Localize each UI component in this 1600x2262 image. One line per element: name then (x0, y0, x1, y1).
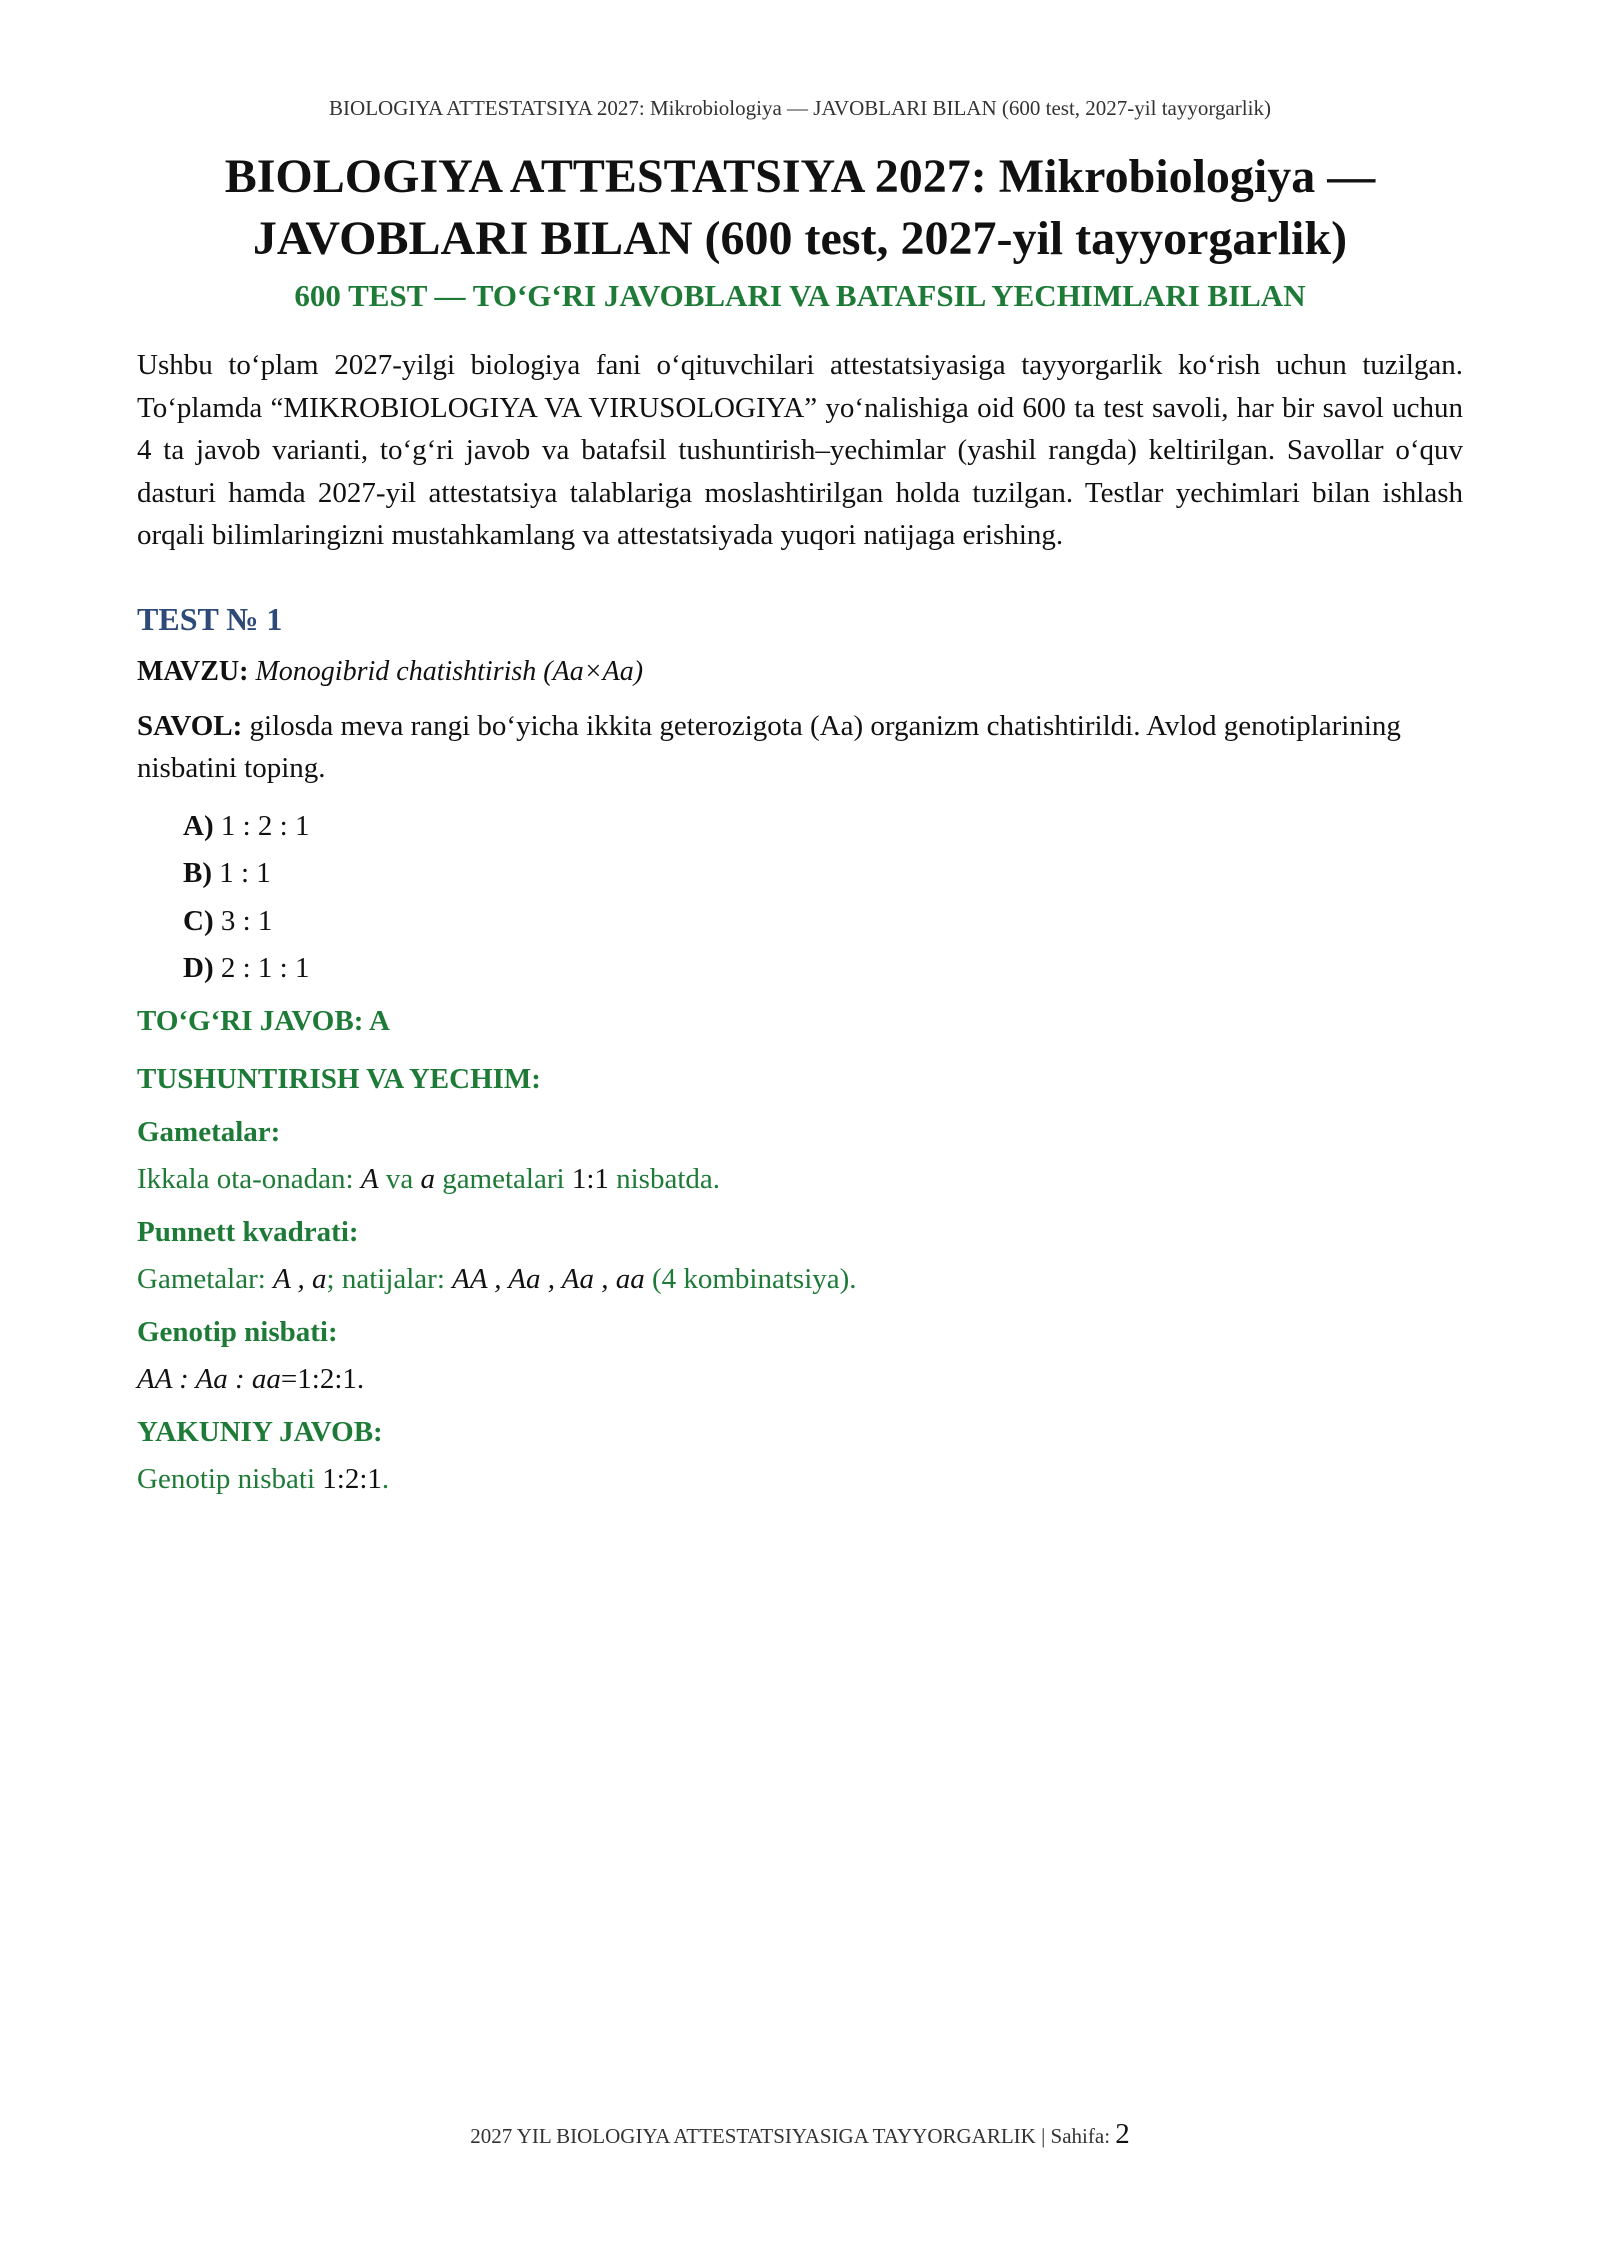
punnett-math: A , a (273, 1262, 327, 1295)
running-footer (0, 2118, 1600, 2151)
question-line (137, 705, 1463, 789)
document-subtitle: 600 TEST — TO‘G‘RI JAVOBLARI VA BATAFSIL YECHIMLARI BILAN (294, 278, 1306, 313)
punnett-text-part: (4 kombinatsiya). (644, 1262, 857, 1295)
punnett-text (137, 1257, 1463, 1301)
topic-label: MAVZU: (137, 655, 249, 687)
explanation-heading: TUSHUNTIRISH VA YECHIM: (137, 1062, 541, 1095)
document-title (137, 146, 1463, 270)
gametes-math: A (360, 1162, 379, 1195)
ratio-value: =1:2:1 (280, 1362, 357, 1395)
gametes-heading: Gametalar: (137, 1115, 281, 1148)
title-line-1: BIOLOGIYA ATTESTATSIYA 2027: Mikrobiologiya — (224, 150, 1376, 203)
footer-page-label: Sahifa: (1050, 2124, 1111, 2148)
gametes-math: a (420, 1162, 435, 1195)
option-text: 1 : 1 (219, 857, 271, 889)
punnett-math: AA , Aa , Aa , aa (452, 1262, 645, 1295)
final-text-part: Genotip nisbati (137, 1462, 323, 1495)
page-number: 2 (1115, 2118, 1130, 2150)
ratio-math: AA : Aa : aa (137, 1362, 281, 1395)
option-c (183, 898, 1463, 946)
punnett-text-part: Gametalar: (137, 1262, 274, 1295)
gametes-text-part: nisbatda. (608, 1162, 721, 1195)
option-d (183, 945, 1463, 993)
option-text: 1 : 2 : 1 (220, 809, 310, 842)
gametes-text-part: va (378, 1162, 421, 1195)
page-content (137, 146, 1463, 1501)
final-answer-heading: YAKUNIY JAVOB: (137, 1415, 383, 1448)
test-heading: TEST № 1 (137, 600, 283, 637)
question-label: SAVOL: (137, 709, 243, 742)
correct-answer: TO‘G‘RI JAVOB: A (137, 1004, 390, 1037)
gametes-text (137, 1157, 1463, 1201)
option-text: 2 : 1 : 1 (220, 952, 310, 984)
gametes-text-part: gametalari (434, 1162, 572, 1195)
option-text: 3 : 1 (220, 904, 273, 937)
option-letter: A) (183, 809, 214, 842)
topic-line (137, 653, 1463, 691)
genotype-ratio-heading: Genotip nisbati: (137, 1315, 338, 1348)
gametes-text-part: Ikkala ota-onadan: (137, 1162, 361, 1195)
option-letter: C) (183, 904, 214, 937)
running-header: BIOLOGIYA ATTESTATSIYA 2027: Mikrobiologiya — JAVOBLARI BILAN (600 test, 2027-yil tayyorgarlik) (329, 96, 1271, 120)
question-text: gilosda meva rangi bo‘yicha ikkita geterozigota (Aa) organizm chatishtirildi. Avlod genotiplarining nisbatini toping. (137, 709, 1401, 784)
option-b (183, 850, 1463, 898)
topic-value: Monogibrid chatishtirish (Aa×Aa) (255, 655, 644, 687)
ratio-text-part: . (356, 1362, 365, 1395)
final-text-part: . (381, 1462, 390, 1495)
option-a (183, 803, 1463, 851)
intro-paragraph: Ushbu to‘plam 2027-yilgi biologiya fani o‘qituvchilari attestatsiyasiga tayyorgarlik ko‘rish uchun tuzilgan. To‘plamda “MIKROBIOLOGIYA VA VIRUSOLOGIYA” yo‘nalishiga oid 600 ta test savoli, har bir savol uchun 4 ta javob varianti, to‘g‘ri javob va batafsil tushuntirish–yechimlar (yashil rangda) keltirilgan. Savollar o‘quv dasturi hamda 2027-yil attestatsiya talablariga moslashtirilgan holda tuzilgan. Testlar yechimlari bilan ishlash orqali bilimlaringizni mustahkamlang va attestatsiyada yuqori natijaga erishing. (137, 349, 1463, 551)
punnett-text-part: ; natijalar: (326, 1262, 453, 1295)
final-answer-text (137, 1457, 1463, 1501)
footer-separator: | (1041, 2124, 1046, 2148)
option-letter: B) (183, 857, 212, 889)
footer-text: 2027 YIL BIOLOGIYA ATTESTATSIYASIGA TAYYORGARLIK (470, 2124, 1036, 2148)
answer-options (183, 803, 1463, 993)
genotype-ratio-formula (137, 1357, 1463, 1401)
option-letter: D) (183, 952, 214, 984)
punnett-heading: Punnett kvadrati: (137, 1215, 359, 1248)
final-ratio: 1:2:1 (322, 1462, 382, 1495)
title-line-2: JAVOBLARI BILAN (600 test, 2027-yil tayyorgarlik) (252, 212, 1348, 265)
gametes-ratio: 1:1 (571, 1162, 609, 1195)
